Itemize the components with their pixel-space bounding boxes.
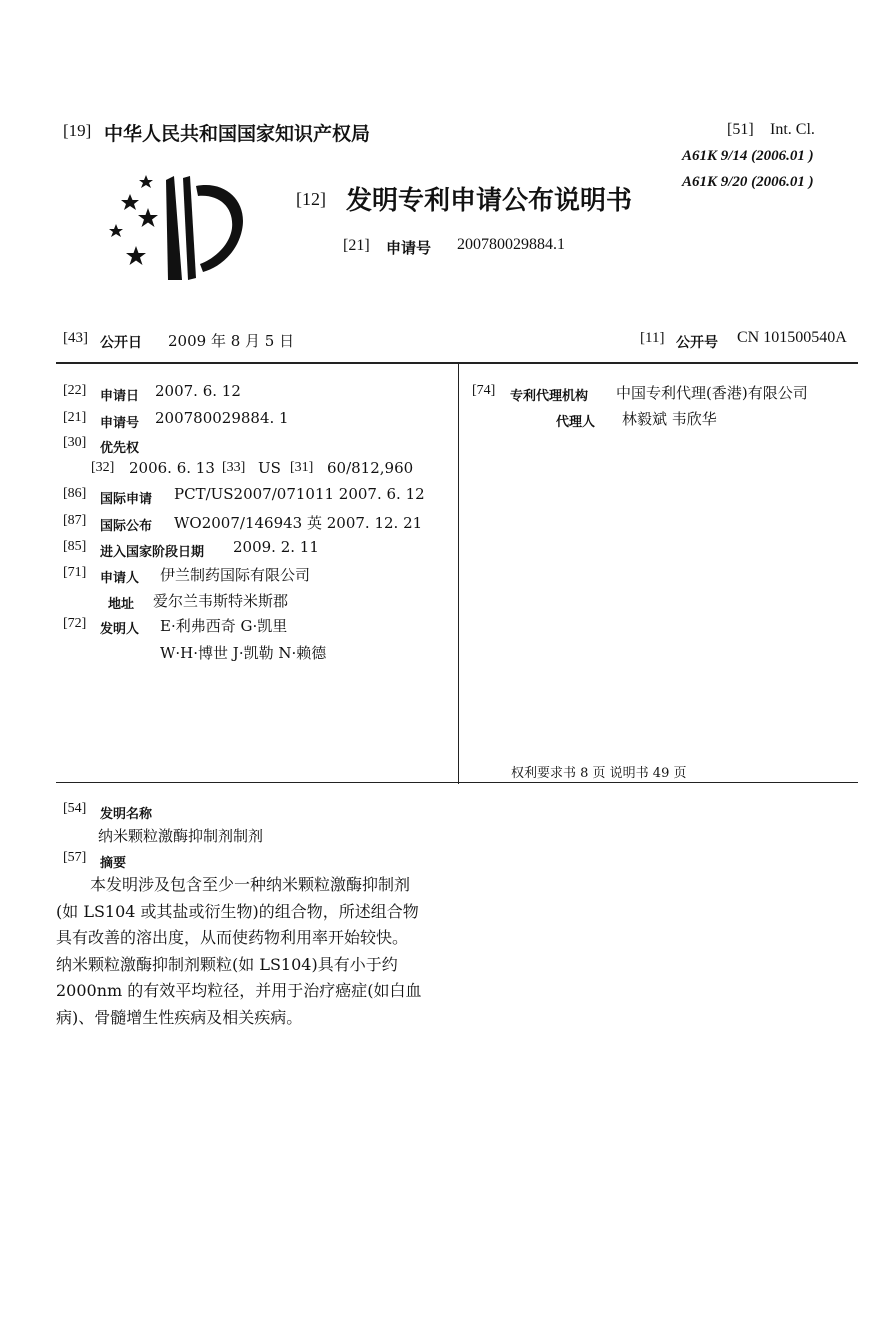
pubdate-code: [43] [63,330,88,346]
inventors-line: W·H·博世 J·凯勒 N·赖德 [160,644,327,662]
priority-number: 60/812,960 [327,459,414,477]
field-label: 专利代理机构 [510,389,589,404]
priority-country: US [258,459,281,477]
field-value: PCT/US2007/071011 2007. 6. 12 [174,485,425,503]
field-label: 申请日 [100,389,140,404]
field-code: [87] [63,513,87,528]
abstract-line: 本发明涉及包含至少一种纳米颗粒激酶抑制剂 [90,875,411,894]
field-code: [57] [63,850,87,865]
abstract-line: 具有改善的溶出度，从而使药物利用率开始较快。 [56,928,409,947]
field-label: 进入国家阶段日期 [100,545,205,560]
address-label: 地址 [108,597,135,612]
pubdate-value: 2009 年 8 月 5 日 [168,332,295,350]
field-code: [85] [63,539,87,554]
abstract-line: 病)、骨髓增生性疾病及相关疾病。 [56,1007,303,1027]
agent-value: 林毅斌 韦欣华 [622,410,717,428]
field-label: 摘要 [100,856,127,871]
field-code: [54] [63,801,87,816]
field-value: 200780029884. 1 [155,409,289,427]
ipc-item: A61K 9/20 (2006.01 ) [682,174,814,190]
office-name: 中华人民共和国国家知识产权局 [104,123,371,145]
document-title: 发明专利申请公布说明书 [346,186,633,216]
office-code: [19] [63,121,92,140]
field-value: 伊兰制药国际有限公司 [160,566,311,584]
pubdate-label: 公开日 [100,335,142,351]
field-code: [33] [222,460,246,475]
field-label: 发明名称 [100,807,153,822]
page-count-note: 权利要求书 8 页 说明书 49 页 [511,766,687,781]
agent-label: 代理人 [556,415,596,430]
ipc-label: Int. Cl. [770,121,815,138]
field-code: [22] [63,383,87,398]
abstract-line: 2000nm 的有效平均粒径，并用于治疗癌症(如白血 [56,981,422,1000]
header-appno-code: [21] [343,237,370,254]
field-label: 国际公布 [100,519,153,534]
field-label: 发明人 [100,622,140,637]
field-code: [31] [290,460,314,475]
field-label: 申请人 [100,571,140,586]
abstract-text [56,872,456,1031]
header-appno-label: 申请号 [386,239,432,257]
abstract-line: (如 LS104 或其盐或衍生物)的组合物，所述组合物 [56,901,419,921]
header-appno-value: 200780029884.1 [457,236,565,253]
field-value: 2009. 2. 11 [233,538,319,556]
field-value: 中国专利代理(香港)有限公司 [616,384,808,402]
abstract-line: 纳米颗粒激酶抑制剂颗粒(如 LS104)具有小于约 [56,954,398,974]
field-code: [86] [63,486,87,501]
priority-date: 2006. 6. 13 [129,459,215,477]
field-code: [72] [63,616,87,631]
field-code: [30] [63,435,87,450]
field-code: [71] [63,565,87,580]
address-value: 爱尔兰韦斯特米斯郡 [153,592,289,610]
field-code: [21] [63,410,87,425]
field-label: 申请号 [100,416,140,431]
field-label: 优先权 [100,441,140,456]
field-value: WO2007/146943 英 2007. 12. 21 [174,514,423,532]
inventors-line: E·利弗西奇 G·凯里 [160,617,288,635]
field-code: [74] [472,383,496,398]
pubno-label: 公开号 [676,335,718,351]
doc-type-code: [12] [296,189,326,209]
invention-title: 纳米颗粒激酶抑制剂制剂 [98,827,264,845]
rule-vertical [458,364,459,784]
field-value: 2007. 6. 12 [155,382,241,400]
field-label: 国际申请 [100,492,153,507]
field-code: [32] [91,460,115,475]
rule-top [56,362,858,364]
ipc-code: [51] [727,121,754,138]
pubno-value: CN 101500540A [737,329,847,346]
rule-bottom [56,782,858,783]
ipc-item: A61K 9/14 (2006.01 ) [682,148,814,164]
sipo-logo-icon [108,172,248,284]
pubno-code: [11] [640,330,665,346]
